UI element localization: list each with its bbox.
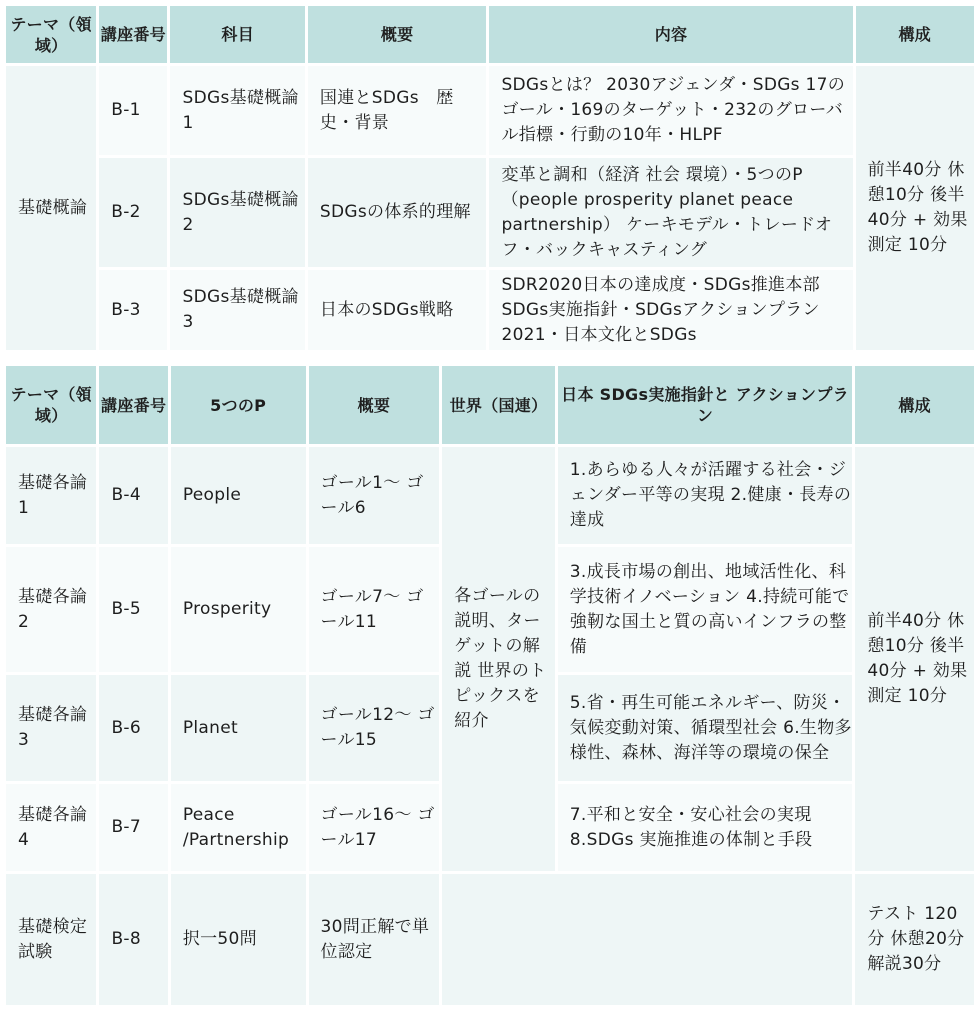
header-composition: 構成 [856,6,974,63]
subject-cell: SDGs基礎概論2 [170,158,304,267]
course-table-basic-topics [3,363,977,1008]
theme-cell: 基礎検定試験 [6,874,96,1005]
table-row [6,874,974,1005]
theme-cell: 基礎各論4 [6,784,96,871]
content-cell: 変革と調和（経済 社会 環境）・5つのP（people prosperity planet peace partnership） ケーキモデル・トレードオフ・バックキャスティング [489,158,852,267]
table-row [6,158,974,267]
header-content: 内容 [489,6,852,63]
summary-cell: SDGsの体系的理解 [308,158,487,267]
five-p-cell: Prosperity [171,547,306,672]
composition-cell: 前半40分 休憩10分 後半40分 + 効果測定 10分 [856,66,974,350]
five-p-cell: Peace /Partnership [171,784,306,871]
table-row [6,66,974,155]
summary-cell: ゴール12〜 ゴール15 [309,675,440,781]
header-summary: 概要 [309,366,440,444]
content-cell: SDR2020日本の達成度・SDGs推進本部 SDGs実施指針・SDGsアクションプラン2021・日本文化とSDGs [489,270,852,350]
japan-cell: 7.平和と安全・安心社会の実現 8.SDGs 実施推進の体制と手段 [558,784,853,871]
header-five-p: 5つのP [171,366,306,444]
course-table-basic-overview [3,3,977,353]
header-subject: 科目 [170,6,304,63]
header-composition: 構成 [855,366,974,444]
code-cell: B-4 [99,447,167,544]
code-cell: B-8 [99,874,167,1005]
header-summary: 概要 [308,6,487,63]
header-theme: テーマ（領域） [6,6,96,63]
code-cell: B-1 [99,66,167,155]
summary-cell: 日本のSDGs戦略 [308,270,487,350]
summary-cell: ゴール7〜 ゴール11 [309,547,440,672]
header-theme: テーマ（領域） [6,366,96,444]
empty-cell [442,874,852,1005]
japan-cell: 5.省・再生可能エネルギー、防災・気候変動対策、循環型社会 6.生物多様性、森林、海洋等の環境の保全 [558,675,853,781]
code-cell: B-7 [99,784,167,871]
theme-cell: 基礎各論3 [6,675,96,781]
table-row [6,447,974,544]
header-japan: 日本 SDGs実施指針と アクションプラン [558,366,853,444]
header-code: 講座番号 [99,366,167,444]
summary-cell: ゴール1〜 ゴール6 [309,447,440,544]
theme-cell: 基礎各論2 [6,547,96,672]
code-cell: B-6 [99,675,167,781]
japan-cell: 3.成長市場の創出、地域活性化、科学技術イノベーション 4.持続可能で強靭な国土と質の高いインフラの整備 [558,547,853,672]
summary-cell: 30問正解で単位認定 [309,874,440,1005]
header-code: 講座番号 [99,6,167,63]
five-p-cell: 択一50問 [171,874,306,1005]
subject-cell: SDGs基礎概論1 [170,66,304,155]
code-cell: B-3 [99,270,167,350]
japan-cell: 1.あらゆる人々が活躍する社会・ジェンダー平等の実現 2.健康・長寿の達成 [558,447,853,544]
composition-cell: 前半40分 休憩10分 後半40分 + 効果測定 10分 [855,447,974,871]
table-row [6,270,974,350]
theme-cell: 基礎概論 [6,66,96,350]
code-cell: B-5 [99,547,167,672]
header-world: 世界（国連） [442,366,555,444]
theme-cell: 基礎各論1 [6,447,96,544]
content-cell: SDGsとは？ 2030アジェンダ・SDGs 17のゴール・169のターゲット・232のグローバル指標・行動の10年・HLPF [489,66,852,155]
world-cell: 各ゴールの説明、ターゲットの解説 世界のトピックスを紹介 [442,447,555,871]
summary-cell: 国連とSDGs 歴史・背景 [308,66,487,155]
summary-cell: ゴール16〜 ゴール17 [309,784,440,871]
five-p-cell: Planet [171,675,306,781]
composition-cell: テスト 120分 休憩20分 解説30分 [855,874,974,1005]
subject-cell: SDGs基礎概論3 [170,270,304,350]
five-p-cell: People [171,447,306,544]
code-cell: B-2 [99,158,167,267]
